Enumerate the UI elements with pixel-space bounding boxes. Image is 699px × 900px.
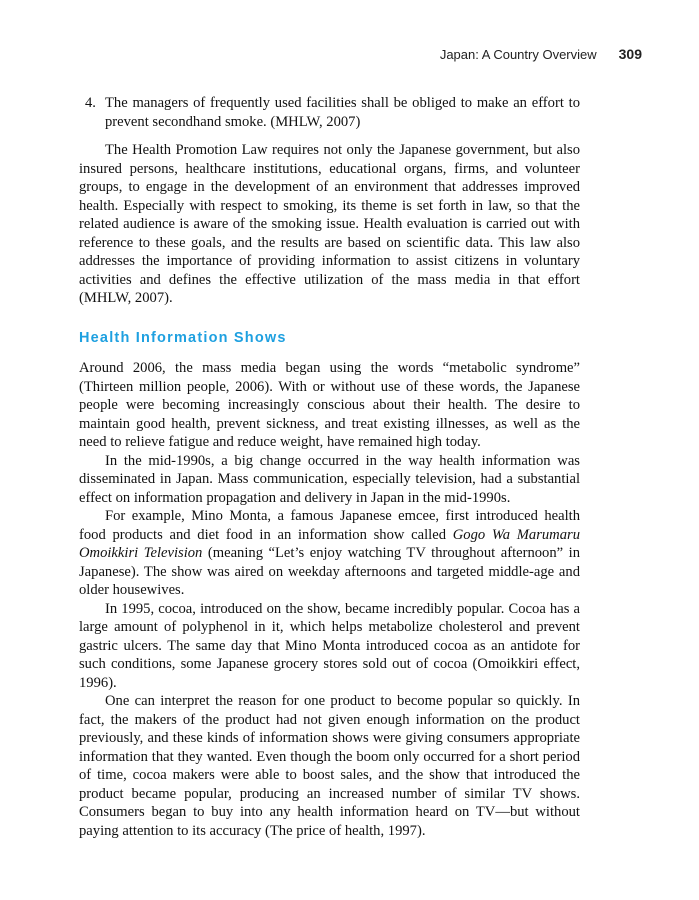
list-item (79, 94, 580, 131)
paragraph-interpretation: One can interpret the reason for one product to become popular so quickly. In fact, the makers of the product had not given enough information on the product previously, and these kinds of information shows were giving consumers appropriate information that they wanted. Even though the boom only occurred for a short period of time, cocoa makers were able to boost sales, and the show that introduced the product became popular, producing an increased number of similar TV shows. Consumers began to buy into any health information heard on TV—but without paying attention to its accuracy (The price of health, 1997). (79, 693, 580, 839)
paragraph-metabolic-syndrome: Around 2006, the mass media began using the words “metabolic syndrome” (Thirteen million people, 2006). With or without use of these words, the Japanese people were becoming increasingly conscious about their health. The desire to maintain good health, prevent sickness, and treat existing illnesses, as well as the need to relieve fatigue and reduce weight, have remained high today. (79, 360, 580, 450)
page-body (79, 94, 580, 840)
paragraph-health-promotion-law: The Health Promotion Law requires not only the Japanese government, but also insured persons, healthcare institutions, educational organs, firms, and volunteer groups, to engage in the development of an environment that addresses improved health. Especially with respect to smoking, its theme is set forth in law, so that the related audience is aware of the smoking issue. Health evaluation is carried out with reference to these goals, and the results are based on scientific data. This law also addresses the importance of providing information to assist citizens in voluntary activities and defines the effective utilization of the mass media in that effort (MHLW, 2007). (79, 142, 580, 306)
running-header (440, 46, 642, 62)
page-number: 309 (618, 46, 642, 62)
paragraph-cocoa: In 1995, cocoa, introduced on the show, became incredibly popular. Cocoa has a large amount of polyphenol in it, which helps metabolize cholesterol and prevent gastric ulcers. The same day that Mino Monta introduced cocoa as an antidote for such conditions, some Japanese grocery stores sold out of cocoa (Omoikkiri effect, 1996). (79, 600, 580, 691)
list-item-text: The managers of frequently used facilities shall be obliged to make an effort to prevent secondhand smoke. (MHLW, 2007) (105, 95, 580, 130)
list-item-number: 4. (85, 95, 96, 111)
running-title: Japan: A Country Overview (439, 47, 597, 62)
show-title: Gogo Wa Marumaru Omoikkiri Television (79, 526, 580, 561)
paragraph-mid-1990s: In the mid-1990s, a big change occurred in the way health information was disseminated in Japan. Mass communication, especially television, had a substantial effect on information propagation and delivery in Japan in the mid-1990s. (79, 452, 580, 506)
paragraph-mino-monta (79, 507, 580, 600)
section-heading: Health Information Shows (79, 329, 287, 346)
paragraph-text-start: For example, Mino Monta, a famous Japanese emcee, first introduced health food products and diet food in an information show called (79, 508, 580, 543)
paragraph-text-end: (meaning “Let’s enjoy watching TV throughout afternoon” in Japanese). The show was aired on weekday afternoons and targeted middle-age and older housewives. (79, 545, 581, 598)
